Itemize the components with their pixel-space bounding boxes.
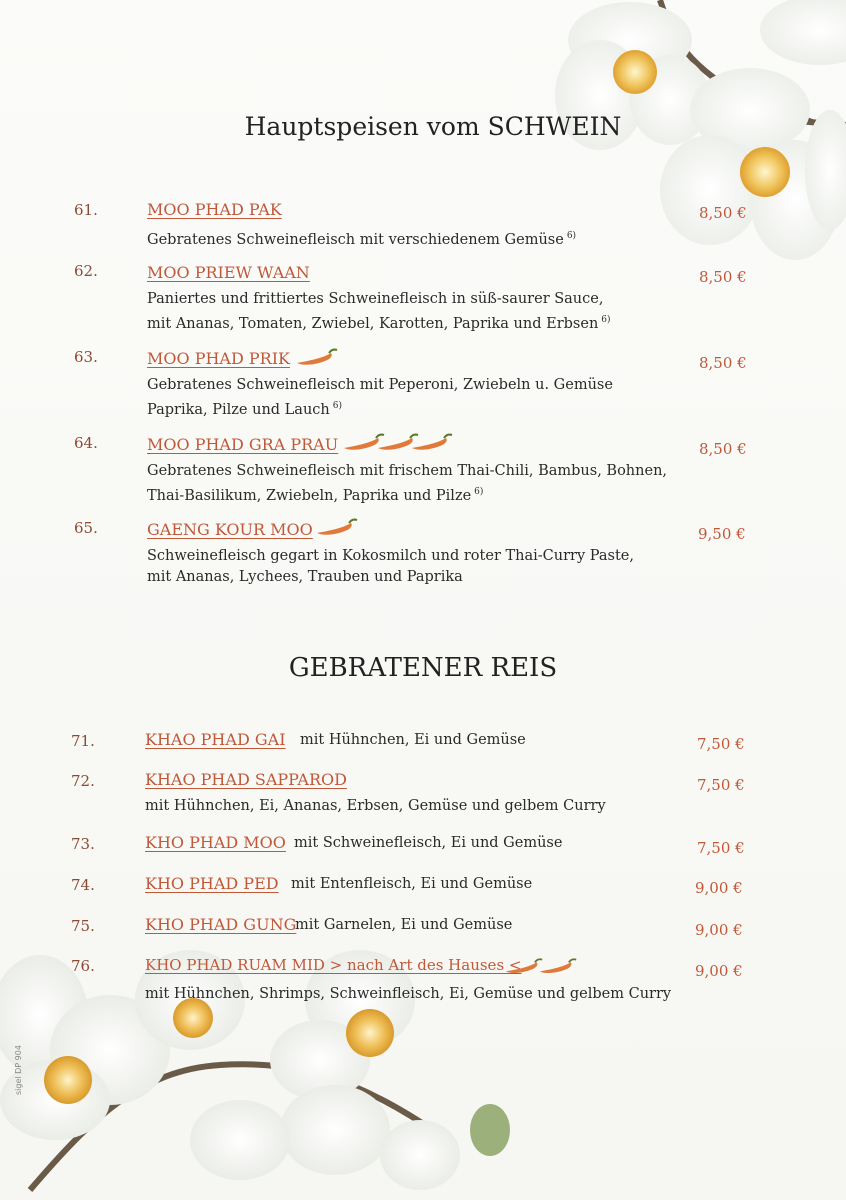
item-name: KHO PHAD GUNG <box>145 915 297 934</box>
item-name: KHO PHAD RUAM MID > nach Art des Hauses < <box>145 956 522 974</box>
item-description: mit Hühnchen, Shrimps, Schweinfleisch, Ei, Gemüse und gelbem Curry <box>145 986 672 1002</box>
printer-imprint: sigel DP 904 <box>14 1045 23 1095</box>
item-description: mit Garnelen, Ei und Gemüse <box>295 917 513 933</box>
item-number: 63. <box>74 348 98 366</box>
item-price: 7,50 € <box>697 839 745 857</box>
item-description-line-1: Schweinefleisch gegart in Kokosmilch und roter Thai-Curry Paste, <box>147 548 634 564</box>
item-price: 8,50 € <box>699 440 747 458</box>
item-number: 72. <box>71 772 95 790</box>
chili-icon <box>295 347 339 367</box>
item-price: 9,00 € <box>695 921 743 939</box>
item-number: 61. <box>74 201 98 219</box>
item-description: Gebratenes Schweinefleisch mit verschiedenem Gemüse $^{6)}$ <box>147 231 577 248</box>
item-description-line-2: mit Ananas, Lychees, Trauben und Paprika <box>147 569 463 585</box>
item-number: 74. <box>71 876 95 894</box>
item-name: KHO PHAD PED <box>145 874 279 893</box>
item-number: 76. <box>71 957 95 975</box>
item-name: MOO PHAD GRA PRAU <box>147 435 339 454</box>
item-description-line-1: Paniertes und frittiertes Schweinefleisch in süß-saurer Sauce, <box>147 291 604 307</box>
item-description: mit Hühnchen, Ei und Gemüse <box>300 732 526 748</box>
item-name: MOO PHAD PAK <box>147 200 282 219</box>
item-description: mit Hühnchen, Ei, Ananas, Erbsen, Gemüse und gelbem Curry <box>145 798 606 814</box>
item-price: 8,50 € <box>699 268 747 286</box>
item-name: KHAO PHAD SAPPAROD <box>145 770 347 789</box>
item-number: 65. <box>74 519 98 537</box>
chili-icon <box>538 956 578 976</box>
item-name: KHAO PHAD GAI <box>145 730 286 749</box>
chili-icon <box>410 432 454 452</box>
item-description-line-1: Gebratenes Schweinefleisch mit frischem Thai-Chili, Bambus, Bohnen, <box>147 463 668 479</box>
item-description: mit Schweinefleisch, Ei und Gemüse <box>294 835 563 851</box>
item-number: 62. <box>74 262 98 280</box>
item-name: MOO PHAD PRIK <box>147 349 290 368</box>
item-description-line-2: mit Ananas, Tomaten, Zwiebel, Karotten, Paprika und Erbsen $^{6)}$ <box>147 315 611 332</box>
item-number: 73. <box>71 835 95 853</box>
section-title-rice: GEBRATENER REIS <box>288 653 558 683</box>
orchid-decoration-top-right <box>520 0 846 300</box>
item-price: 9,00 € <box>695 962 743 980</box>
footnote-marker: 6) <box>566 231 577 241</box>
item-number: 75. <box>71 917 95 935</box>
section-title-pork: Hauptspeisen vom SCHWEIN <box>244 112 622 141</box>
item-name: KHO PHAD MOO <box>145 833 286 852</box>
item-name: GAENG KOUR MOO <box>147 520 313 539</box>
chili-icon <box>315 517 359 537</box>
item-description: mit Entenfleisch, Ei und Gemüse <box>291 876 533 892</box>
item-number: 71. <box>71 732 95 750</box>
item-description-line-2: Thai-Basilikum, Zwiebeln, Paprika und Pilze $^{6)}$ <box>147 487 484 504</box>
item-price: 8,50 € <box>699 204 747 222</box>
item-description-line-2: Paprika, Pilze und Lauch $^{6)}$ <box>147 401 343 418</box>
item-price: 7,50 € <box>697 776 745 794</box>
item-price: 9,50 € <box>698 525 746 543</box>
item-name: MOO PRIEW WAAN <box>147 263 310 282</box>
footnote-marker: 6) <box>601 315 611 325</box>
item-description-line-1: Gebratenes Schweinefleisch mit Peperoni, Zwiebeln u. Gemüse <box>147 377 613 393</box>
item-price: 9,00 € <box>695 879 743 897</box>
item-price: 8,50 € <box>699 354 747 372</box>
footnote-marker: 6) <box>332 401 343 411</box>
item-number: 64. <box>74 434 98 452</box>
footnote-marker: 6) <box>474 487 484 497</box>
item-price: 7,50 € <box>697 735 745 753</box>
